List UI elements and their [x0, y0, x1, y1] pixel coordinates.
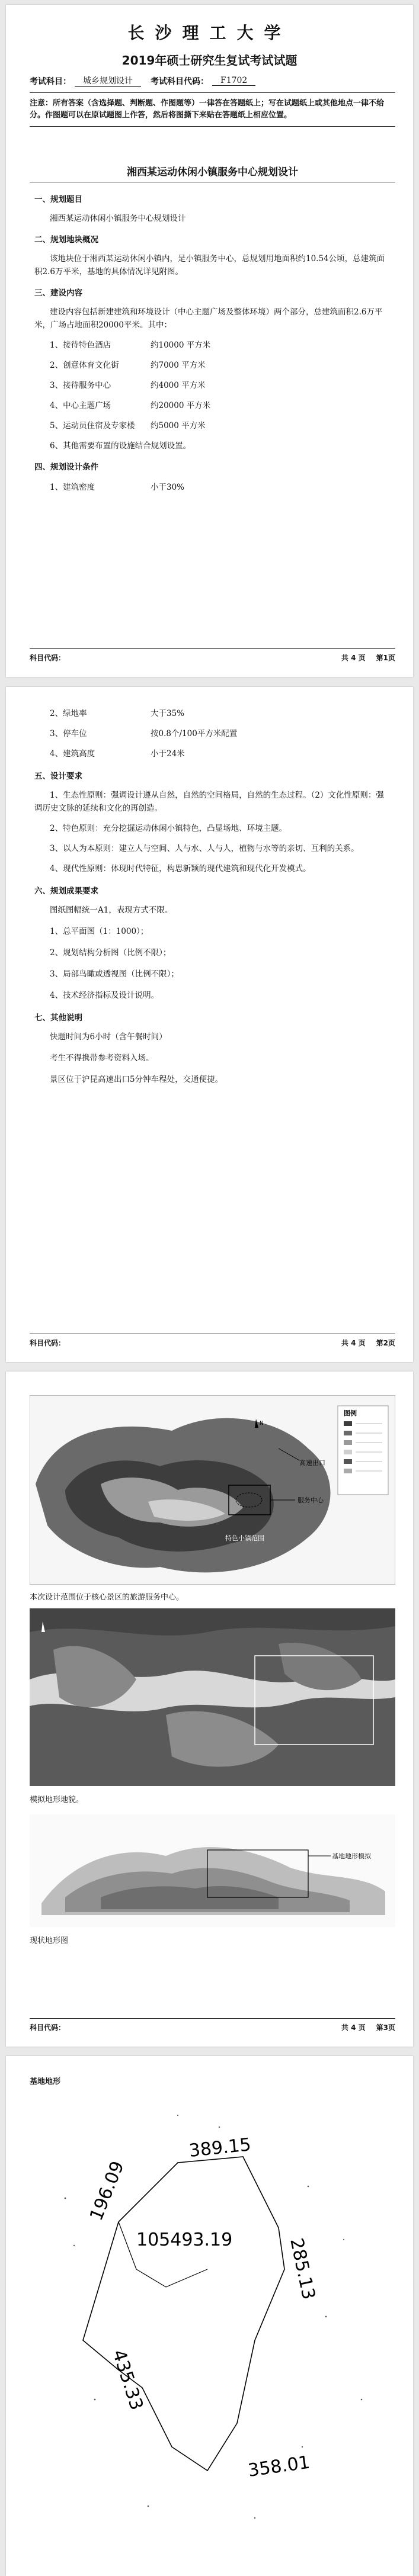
subject-code-label: 考试科目代码：: [151, 76, 209, 86]
university-name: 长沙理工大学: [127, 23, 292, 43]
town-range-label: 特色小镇范围: [225, 1534, 264, 1542]
condition-row: 1、建筑密度 小于30%: [50, 483, 185, 492]
highway-exit-label: 高速出口: [299, 1459, 325, 1467]
core-scenic-area-map: [30, 1608, 395, 1786]
section-1-text: 湘西某运动休闲小镇服务中心规划设计: [50, 214, 186, 223]
figure-caption: 本次设计范围位于核心景区的旅游服务中心。: [30, 1593, 184, 1602]
section-3-title: 三、建设内容: [34, 288, 82, 298]
document-title: 湘西某运动休闲小镇服务中心规划设计: [30, 163, 395, 182]
section-7-title: 七、其他说明: [34, 1013, 82, 1023]
exam-page-1: [6, 5, 413, 677]
page-footer: 科目代码： 共 4 页 第1页: [30, 648, 395, 663]
condition-row: 2、绿地率 大于35%: [50, 709, 185, 718]
exam-page-2: [6, 687, 413, 1362]
section-4-title: 四、规划设计条件: [34, 462, 98, 472]
note-item: 景区位于沪昆高速出口5分钟车程处，交通便捷。: [50, 1075, 223, 1084]
section-2-text: 该地块位于湘西某运动休闲小镇内，是小镇服务中心，总规划用地面积约10.54公顷，总建筑面积2.6万平米，基地的具体情况详见附图。: [34, 254, 385, 277]
dim-top: 389.15: [188, 2134, 252, 2161]
section-5-title: 五、设计要求: [34, 772, 82, 781]
town-location-map: [30, 1395, 395, 1585]
output-item: 2、规划结构分析图（比例不限）；: [50, 948, 171, 958]
list-item: 3、接待服务中心 约4000 平方米: [50, 381, 206, 390]
dim-left: 196.09: [85, 2158, 129, 2224]
svg-text:N: N: [260, 1421, 264, 1427]
list-item: 1、接待特色酒店 约10000 平方米: [50, 341, 211, 350]
dim-right: 285.13: [286, 2236, 319, 2302]
figure-caption: 现状地形图: [30, 1936, 69, 1945]
exam-title: 2019年硕士研究生复试考试试题: [121, 53, 298, 68]
output-intro: 图纸图幅统一A1，表现方式不限。: [50, 905, 173, 915]
exam-page-4: [6, 2056, 413, 2576]
page-footer: 科目代码： 共 4 页 第3页: [30, 2018, 395, 2032]
condition-row: 4、建筑高度 小于24米: [50, 749, 185, 759]
note-item: 快题时间为6小时（含午餐时间）: [50, 1032, 167, 1042]
requirement-item: 4、现代性原则：体现时代特征，构思新颖的现代建筑和现代化开发模式。: [50, 864, 311, 873]
page-footer: 科目代码： 共 4 页 第2页: [30, 1334, 395, 1348]
terrain-model: [30, 1814, 395, 1927]
list-item: 5、运动员住宿及专家楼 约5000 平方米: [50, 421, 206, 431]
figure-caption: 模拟地形地貌。: [30, 1796, 84, 1804]
section-6-title: 六、规划成果要求: [34, 886, 98, 896]
requirement-item: 3、以人为本原则：建立人与空间、人与水、人与人，植物与水等的亲切、互利的关系。: [50, 844, 359, 853]
condition-row: 3、停车位 按0.8个/100平方米配置: [50, 729, 238, 738]
site-area: 105493.19: [136, 2230, 233, 2250]
exam-page-3: [6, 1371, 413, 2047]
site-boundary-plan: [30, 2092, 395, 2565]
subject-label: 考试科目：: [30, 76, 71, 86]
dim-bottom: 358.01: [247, 2452, 312, 2481]
building-list: [34, 339, 392, 452]
list-item: 2、创意体育文化街 约7000 平方米: [50, 361, 206, 370]
output-item: 4、技术经济指标及设计说明。: [50, 991, 159, 1000]
list-item: 6、其他需要布置的设施结合规划设置。: [50, 441, 191, 451]
section-1-title: 一、规划题目: [34, 195, 82, 204]
exam-notice: 注意：所有答案（含选择题、判断题、作图题等）一律答在答题纸上；写在试题纸上或其他地点一律不给分。作图题可以在原试题图上作答，然后将图撕下来贴在答题纸上相应位置。: [30, 92, 395, 127]
subject-line: [30, 75, 395, 87]
requirement-item: 2、特色原则：充分挖掘运动休闲小镇特色，凸显场地、环境主题。: [50, 824, 287, 833]
page2-body: [34, 707, 392, 1086]
output-item: 3、局部鸟瞰或透视图（比例不限）；: [50, 969, 179, 979]
requirement-item: 1、生态性原则：强调设计遵从自然，自然的空间格局，自然的生态过程。（2）文化性原则：强调历史文脉的延续和文化的再创造。: [34, 791, 384, 813]
dim-lower-left: 435.33: [108, 2347, 148, 2413]
list-item: 4、中心主题广场 约20000 平方米: [50, 401, 211, 410]
service-center-label: 服务中心: [298, 1496, 324, 1504]
site-topography-title: 基地地形: [30, 2077, 61, 2086]
map-legend-title: 图例: [344, 1409, 357, 1417]
note-item: 考生不得携带参考资料入场。: [50, 1053, 154, 1063]
subject-code-value: F1702: [212, 76, 255, 86]
section-3-text: 建设内容包括新建建筑和环境设计（中心主题广场及整体环境）两个部分，总建筑面积2.6万平米，广场占地面积20000平米。其中：: [34, 307, 383, 330]
page1-body: [34, 188, 392, 501]
subject-value: 城乡规划设计: [75, 75, 141, 87]
output-item: 1、总平面图（1：1000）；: [50, 927, 149, 936]
site-model-label: 基地地形模拟: [332, 1852, 371, 1860]
section-2-title: 二、规划地块概况: [34, 235, 98, 245]
